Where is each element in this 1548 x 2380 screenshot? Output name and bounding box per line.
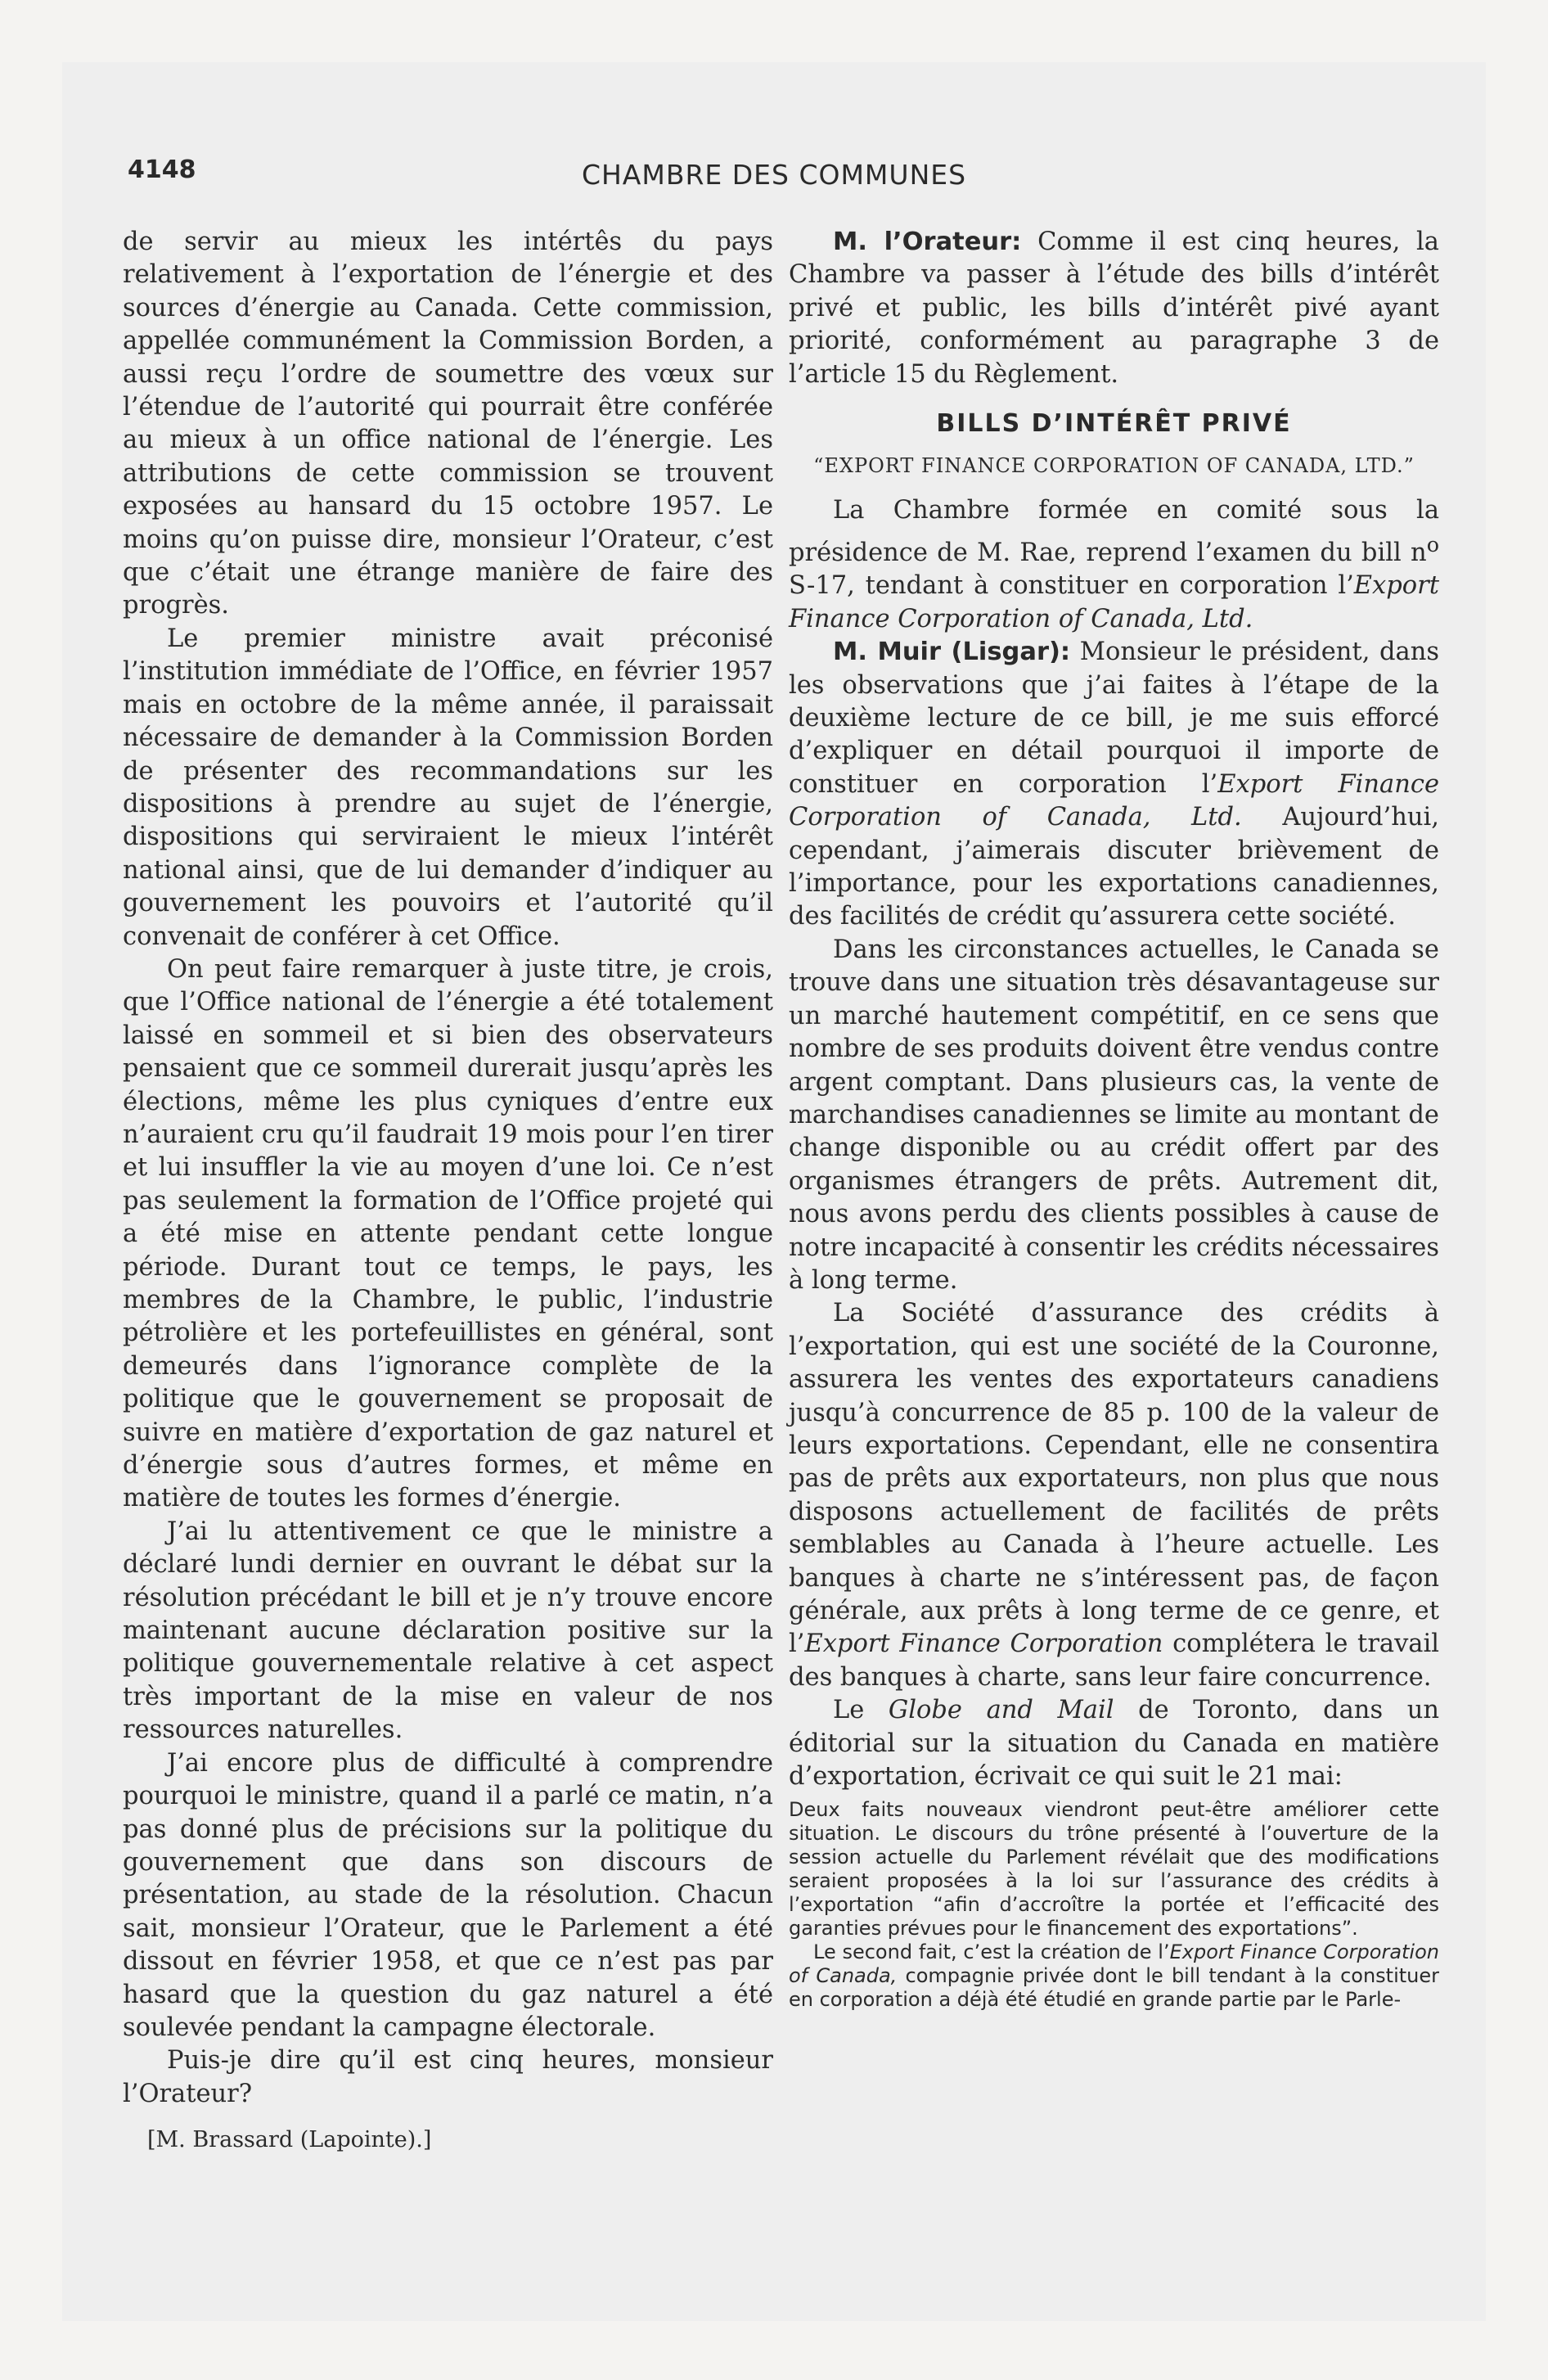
quote-text: Le second fait, c’est la création de l’ (813, 1941, 1170, 1964)
italic-text: Export Finance Corporation of Canada, Ltd. (789, 769, 1440, 832)
superscript: o (1426, 531, 1439, 557)
paragraph-text: La Chambre formée en comité sous la présidence de M. Rae, reprend l’examen du bill n (789, 496, 1439, 567)
paragraph: Dans les circonstances actuelles, le Canada se trouve dans une situation très désavantageuse sur un marché hautement compétitif, en ce sens que nombre de ses produits doivent être vendus contre argent comptant. Dans plusieurs cas, la vente de marchandises canadiennes se limite au montant de change disponible ou au crédit offert par des organismes étrangers de prêts. Autrement dit, nous avons perdu des clients possibles à cause de notre incapacité à consentir les crédits nécessaires à long terme. (789, 935, 1439, 1295)
paragraph: Le premier ministre avait préconisé l’institution immédiate de l’Office, en février 1957 mais en octobre de la même année, il paraissait nécessaire de demander à la Commission Borden de présenter des recommandations sur les dispositions à prendre au sujet de l’énergie, dispositions qui serviraient le mieux l’intérêt national ainsi, que de lui demander d’indiquer au gouvernement les pouvoirs et l’autorité qu’il convenait de conférer à cet Office. (123, 624, 773, 951)
paragraph-text: de Toronto, dans un éditorial sur la situation du Canada en matière d’exportation, écrivait ce qui suit le 21 mai: (789, 1696, 1439, 1792)
italic-text: Globe and Mail (888, 1696, 1114, 1725)
quote-paragraph: Deux faits nouveaux viendront peut-être améliorer cette situation. Le discours du trône présenté à l’ouverture de la session actuelle du Parlement révélait que des modifications seraient proposées à la loi sur l’assurance des crédits à l’exportation “afin d’accroître la portée et l’efficacité des garanties prévues pour le financement des exportations”. (789, 1798, 1439, 1941)
paragraph-text: Comme il est cinq heures, la Chambre va passer à l’étude des bills d’intérêt privé et public, les bills d’intérêt pivé ayant priorité, conformément au paragraphe 3 de l’article 15 du Règlement. (789, 228, 1439, 389)
paragraph (789, 1297, 1439, 1694)
quote-text: compagnie privée dont le bill tendant à la constituer en corporation a déjà été étudié en grande partie par le Parle- (789, 1964, 1439, 2012)
paragraph (789, 1694, 1439, 1793)
paragraph: de servir au mieux les intértês du pays relativement à l’exportation de l’énergie et des sources d’énergie au Canada. Cette commission, appellée communément la Commission Borden, a aussi reçu l’ordre de soumettre des vœux sur l’étendue de l’autorité qui pourrait être conférée au mieux à un office national de l’énergie. Les attributions de cette commission se trouvent exposées au hansard du 15 octobre 1957. Le moins qu’on puisse dire, monsieur l’Orateur, c’est que c’était une étrange manière de faire des progrès. (123, 228, 773, 620)
italic-text: Export Finance Corporation of Canada, (789, 1941, 1439, 1988)
paragraph: On peut faire remarquer à juste titre, je crois, que l’Office national de l’énergie a été totalement laissé en sommeil et si bien des observateurs pensaient que ce sommeil durerait jusqu’après les élections, même les plus cyniques d’entre eux n’auraient cru qu’il faudrait 19 mois pour l’en tirer et lui insuffler la vie au moyen d’une loi. Ce n’est pas seulement la formation de l’Office projeté qui a été mise en attente pendant cette longue période. Durant tout ce temps, le pays, les membres de la Chambre, le public, l’industrie pétrolière et les portefeuillistes en général, sont demeurés dans l’ignorance complète de la politique que le gouvernement se proposait de suivre en matière d’exportation de gaz naturel et d’énergie sous d’autres formes, et même en matière de toutes les formes d’énergie. (123, 954, 773, 1513)
quote-paragraph (789, 1941, 1439, 2012)
paragraph (789, 226, 1439, 391)
left-column (123, 226, 773, 2157)
speaker-name: M. Muir (Lisgar): (833, 638, 1071, 667)
page-sheet (62, 62, 1486, 2321)
paragraph-text: S-17, tendant à constituer en corporation l’ (789, 571, 1354, 601)
page-number: 4148 (128, 156, 196, 184)
paragraph-text: Aujourd’hui, cependant, j’aimerais discuter brièvement de l’importance, pour les exportations canadiennes, des facilités de crédit qu’assurera cette société. (789, 803, 1439, 931)
block-quote (789, 1798, 1439, 2012)
section-heading: BILLS D’INTÉRÊT PRIVÉ (936, 409, 1292, 439)
paragraph (789, 636, 1439, 934)
bill-title: “EXPORT FINANCE CORPORATION OF CANADA, LTD.” (813, 454, 1415, 478)
paragraph: Puis-je dire qu’il est cinq heures, monsieur l’Orateur? (123, 2046, 773, 2108)
paragraph-text: Le (833, 1696, 889, 1725)
running-title: CHAMBRE DES COMMUNES (581, 159, 967, 191)
italic-text: Export Finance Corporation (804, 1629, 1163, 1659)
speaker-attribution: [M. Brassard (Lapointe).] (147, 2127, 432, 2153)
right-column (789, 226, 1439, 2012)
speaker-name: M. l’Orateur: (833, 228, 1022, 256)
paragraph-text: La Société d’assurance des crédits à l’exportation, qui est une société de la Couronne, assurera les ventes des exportateurs canadiens jusqu’à concurrence de 85 p. 100 de la valeur de leurs exportations. Cependant, elle ne consentira pas de prêts aux exportateurs, non plus que nous disposons actuellement de facilités de prêts semblables au Canada à l’heure actuelle. Les banques à charte ne s’intéressent pas, de façon générale, aux prêts à long terme de ce genre, et l’ (789, 1299, 1439, 1659)
page-header (128, 156, 1420, 205)
paragraph-text: Monsieur le président, dans les observations que j’ai faites à l’étape de la deuxième lecture de ce bill, je me suis efforcé d’expliquer en détail pourquoi il importe de constituer en corporation l’ (789, 638, 1439, 799)
paragraph: J’ai lu attentivement ce que le ministre a déclaré lundi dernier en ouvrant le débat sur la résolution précédant le bill et je n’y trouve encore maintenant aucune déclaration positive sur la politique gouvernementale relative à cet aspect très important de la mise en valeur de nos ressources naturelles. (123, 1517, 773, 1745)
paragraph-text: complétera le travail des banques à charte, sans leur faire concurrence. (789, 1629, 1440, 1692)
paragraph: J’ai encore plus de difficulté à comprendre pourquoi le ministre, quand il a parlé ce matin, n’a pas donné plus de précisions sur la politique du gouvernement que dans son discours de présentation, au stade de la résolution. Chacun sait, monsieur l’Orateur, que le Parlement a été dissout en février 1958, et que ce n’est pas par hasard que la question du gaz naturel a été soulevée pendant la campagne électorale. (123, 1748, 773, 2042)
italic-text: Export Finance Corporation of Canada, Ltd. (789, 571, 1439, 633)
paragraph (789, 494, 1439, 636)
